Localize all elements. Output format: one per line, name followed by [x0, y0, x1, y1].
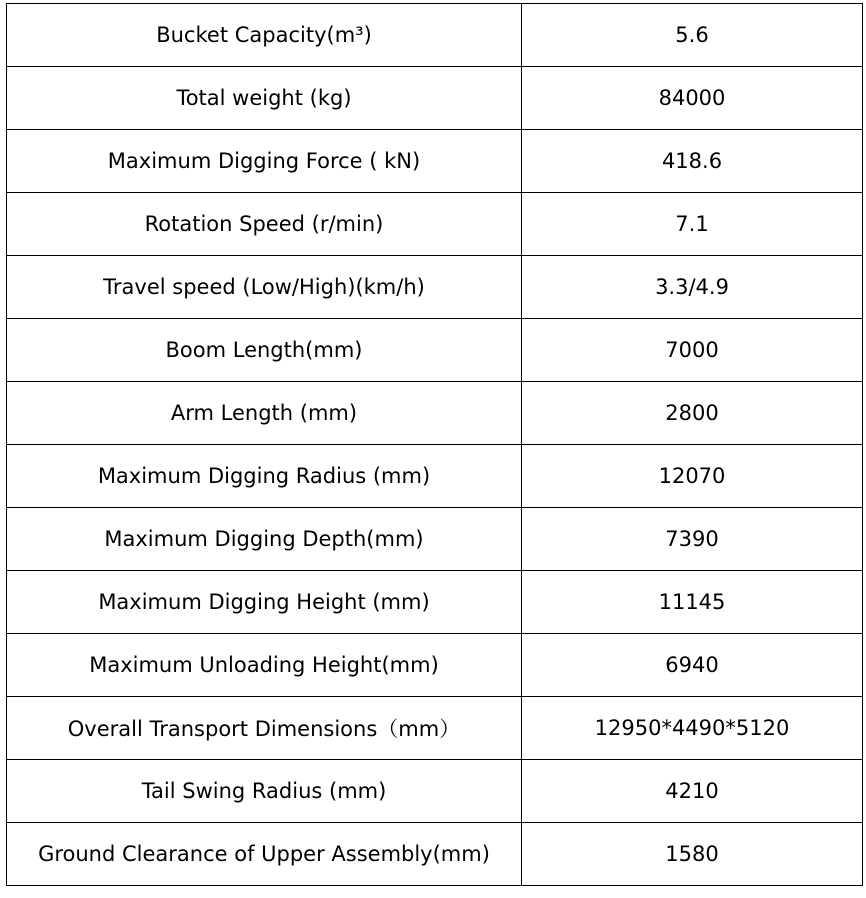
table-row: [7, 67, 863, 130]
spec-value: 2800: [522, 382, 863, 445]
spec-value: 1580: [522, 823, 863, 886]
table-row: [7, 760, 863, 823]
table-row: [7, 130, 863, 193]
table-row: [7, 193, 863, 256]
spec-label: Maximum Digging Radius (mm): [7, 445, 522, 508]
table-row: [7, 508, 863, 571]
spec-label: Maximum Digging Height (mm): [7, 571, 522, 634]
spec-label: Maximum Digging Force ( kN): [7, 130, 522, 193]
spec-label: Tail Swing Radius (mm): [7, 760, 522, 823]
spec-label: Boom Length(mm): [7, 319, 522, 382]
spec-label: Maximum Digging Depth(mm): [7, 508, 522, 571]
table-row: [7, 697, 863, 760]
table-row: [7, 319, 863, 382]
spec-value: 7000: [522, 319, 863, 382]
table-row: [7, 634, 863, 697]
spec-value: 5.6: [522, 4, 863, 67]
spec-label: Ground Clearance of Upper Assembly(mm): [7, 823, 522, 886]
spec-value: 84000: [522, 67, 863, 130]
spec-table: [6, 3, 863, 886]
spec-value: 7390: [522, 508, 863, 571]
spec-value: 418.6: [522, 130, 863, 193]
table-row: [7, 382, 863, 445]
table-row: [7, 571, 863, 634]
spec-value: 3.3/4.9: [522, 256, 863, 319]
spec-value: 12070: [522, 445, 863, 508]
spec-value: 11145: [522, 571, 863, 634]
spec-value: 12950*4490*5120: [522, 697, 863, 760]
spec-value: 4210: [522, 760, 863, 823]
spec-value: 6940: [522, 634, 863, 697]
table-row: [7, 256, 863, 319]
spec-label: Bucket Capacity(m³): [7, 4, 522, 67]
table-row: [7, 4, 863, 67]
table-row: [7, 823, 863, 886]
spec-label: Arm Length (mm): [7, 382, 522, 445]
table-row: [7, 445, 863, 508]
spec-label: Total weight (kg): [7, 67, 522, 130]
spec-value: 7.1: [522, 193, 863, 256]
spec-label: Travel speed (Low/High)(km/h): [7, 256, 522, 319]
spec-label: Overall Transport Dimensions（mm）: [7, 697, 522, 760]
spec-label: Rotation Speed (r/min): [7, 193, 522, 256]
spec-label: Maximum Unloading Height(mm): [7, 634, 522, 697]
